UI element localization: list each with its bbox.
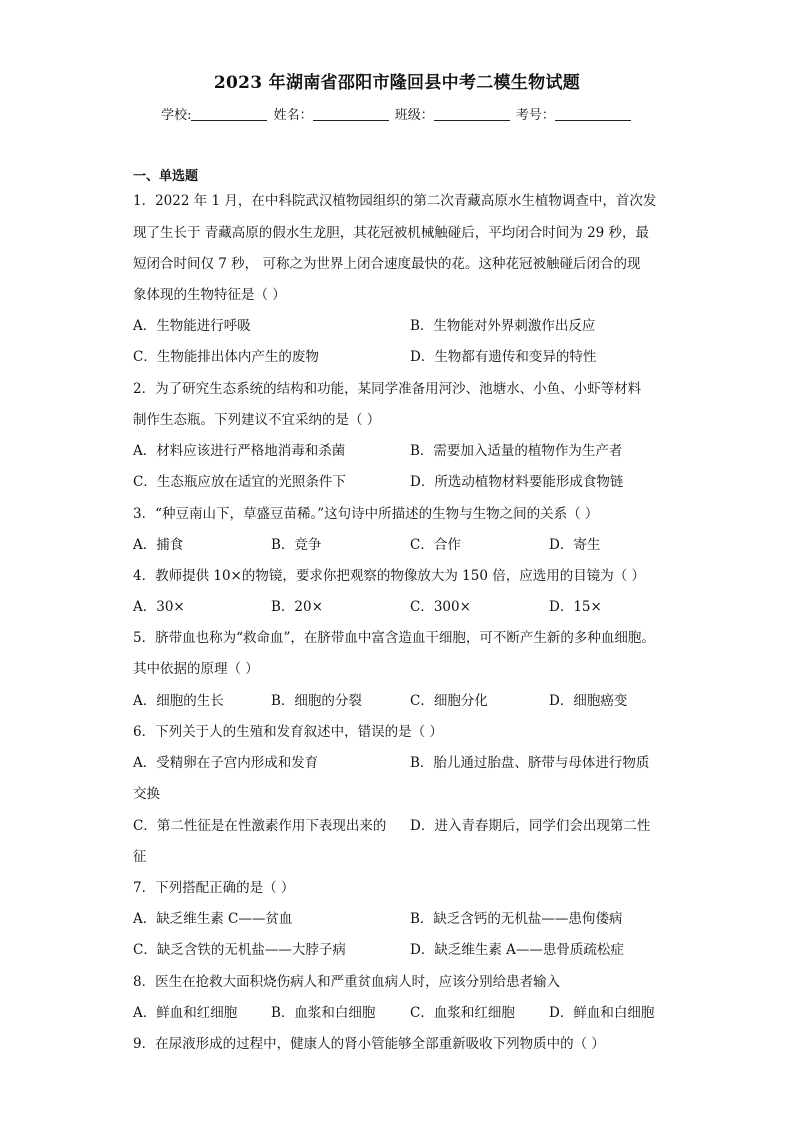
question-2-line-2: 制作生态瓶。下列建议不宜采纳的是（ ） [133,412,381,428]
question-5-option-a: A．细胞的生长 [133,693,224,709]
question-5-option-d: D．细胞癌变 [549,693,628,709]
question-1-option-a: A．生物能进行呼吸 [133,318,251,334]
question-2-option-c: C．生态瓶应放在适宜的光照条件下 [133,474,346,490]
question-2-option-d: D．所选动植物材料要能形成食物链 [410,474,624,490]
name-blank[interactable] [313,108,389,121]
question-6-line-1: 6．下列关于人的生殖和发育叙述中，错误的是（ ） [133,724,443,740]
question-7-option-c: C．缺乏含铁的无机盐——大脖子病 [133,942,346,958]
name-label: 姓名： [273,108,313,123]
question-6-option-b-wrap: 交换 [133,786,160,802]
question-4-option-a: A．30× [133,599,185,615]
question-8-option-a: A．鲜血和红细胞 [133,1005,238,1021]
question-8-option-b: B．血浆和白细胞 [271,1005,376,1021]
question-8-line-1: 8．医生在抢救大面积烧伤病人和严重贫血病人时，应该分别给患者输入 [133,974,561,990]
question-7-option-d: D．缺乏维生素 A——患骨质疏松症 [410,942,624,958]
question-9-line-1: 9．在尿液形成的过程中，健康人的肾小管能够全部重新吸收下列物质中的（ ） [133,1036,605,1052]
question-2-option-b: B．需要加入适量的植物作为生产者 [410,443,623,459]
question-7-option-a: A．缺乏维生素 C——贫血 [133,911,293,927]
question-3-option-b: B．竞争 [271,537,322,553]
question-1-option-b: B．生物能对外界刺激作出反应 [410,318,596,334]
question-1-line-4: 象体现的生物特征是（ ） [133,287,286,303]
question-6-option-b: B．胎儿通过胎盘、脐带与母体进行物质 [410,755,650,771]
question-6-option-d-wrap: 征 [133,849,147,865]
question-1-option-c: C．生物能排出体内产生的废物 [133,349,319,365]
question-4-line-1: 4．教师提供 10×的物镜，要求你把观察的物像放大为 150 倍，应选用的目镜为（ ） [133,568,646,584]
question-2-option-a: A．材料应该进行严格地消毒和杀菌 [133,443,346,459]
class-blank[interactable] [434,108,510,121]
question-3-line-1: 3．“种豆南山下，草盛豆苗稀。”这句诗中所描述的生物与生物之间的关系（ ） [133,506,599,522]
question-5-option-c: C．细胞分化 [410,693,488,709]
question-3-option-d: D．寄生 [549,537,601,553]
student-info-line [0,104,794,123]
question-5-option-b: B．细胞的分裂 [271,693,362,709]
question-1-line-3: 短闭合时间仅 7 秒， 可称之为世界上闭合速度最快的花。这种花冠被触碰后闭合的现 [133,256,641,272]
question-8-option-d: D．鲜血和白细胞 [549,1005,655,1021]
question-5-line-2: 其中依据的原理（ ） [133,661,259,677]
question-6-option-d: D．进入青春期后，同学们会出现第二性 [410,818,651,834]
number-label: 考号： [515,108,555,123]
question-3-option-a: A．捕食 [133,537,184,553]
question-6-option-c: C．第二性征是在性激素作用下表现出来的 [133,818,387,834]
school-blank[interactable] [191,108,267,121]
school-label: 学校: [161,108,192,123]
section-heading: 一、单选题 [133,169,199,184]
question-1-line-1: 1．2022 年 1 月，在中科院武汉植物园组织的第二次青藏高原水生植物调查中，首次发 [133,193,657,209]
question-1-option-d: D．生物都有遗传和变异的特性 [410,349,597,365]
question-5-line-1: 5．脐带血也称为“救命血”，在脐带血中富含造血干细胞，可不断产生新的多种血细胞。 [133,630,655,646]
question-7-option-b: B．缺乏含钙的无机盐——患佝偻病 [410,911,623,927]
question-3-option-c: C．合作 [410,537,461,553]
question-7-line-1: 7．下列搭配正确的是（ ） [133,880,295,896]
class-label: 班级： [394,108,434,123]
question-4-option-b: B．20× [271,599,323,615]
number-blank[interactable] [555,108,631,121]
question-6-option-a: A．受精卵在子宫内形成和发育 [133,755,319,771]
question-4-option-c: C．300× [410,599,471,615]
page-title: 2023 年湖南省邵阳市隆回县中考二模生物试题 [213,73,581,93]
question-2-line-1: 2．为了研究生态系统的结构和功能，某同学准备用河沙、池塘水、小鱼、小虾等材料 [133,381,642,397]
question-4-option-d: D．15× [549,599,602,615]
question-8-option-c: C．血浆和红细胞 [410,1005,515,1021]
question-1-line-2: 现了生长于 青藏高原的假水生龙胆，其花冠被机械触碰后，平均闭合时间为 29 秒，最 [133,225,650,241]
